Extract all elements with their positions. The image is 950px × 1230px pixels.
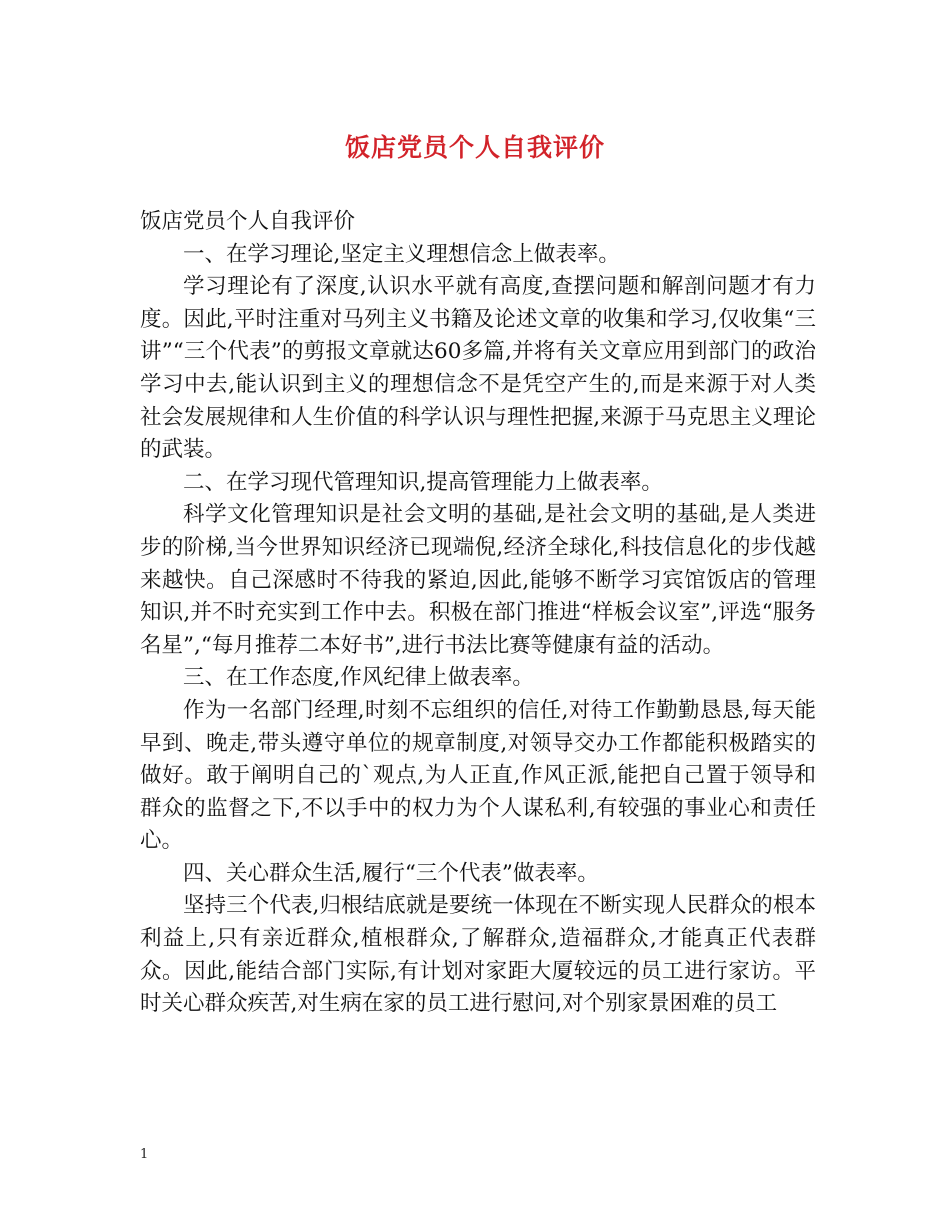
section-heading-1: 一、在学习理论,坚定主义理想信念上做表率。: [183, 241, 620, 267]
section-paragraph-3: 作为一名部门经理,时刻不忘组织的信任,对待工作勤勤恳恳,每天能早到、晚走,带头遵守单位的规章制度,对领导交办工作都能积极踏实的做好。敢于阐明自己的`观点,为人正直,作风正派,能把自己置于领导和群众的监督之下,不以手中的权力为个人谋私利,有较强的事业心和责任心。: [140, 697, 816, 854]
section-paragraph-4: 坚持三个代表,归根结底就是要统一体现在不断实现人民群众的根本利益上,只有亲近群众,植根群众,了解群众,造福群众,才能真正代表群众。因此,能结合部门实际,有计划对家距大厦较远的员工进行家访。平时关心群众疾苦,对生病在家的员工进行慰问,对个别家景困难的员工: [140, 893, 816, 1017]
page-number: 1: [140, 1147, 149, 1162]
section-heading-4: 四、关心群众生活,履行“三个代表”做表率。: [183, 860, 599, 886]
section-heading-2: 二、在学习现代管理知识,提高管理能力上做表率。: [183, 469, 663, 495]
section-paragraph-2: 科学文化管理知识是社会文明的基础,是社会文明的基础,是人类进步的阶梯,当今世界知识经济已现端倪,经济全球化,科技信息化的步伐越来越快。自己深感时不待我的紧迫,因此,能够不断学习宾馆饭店的管理知识,并不时充实到工作中去。积极在部门推进“样板会议室”,评选“服务名星”,“每月推荐二本好书”,进行书法比赛等健康有益的活动。: [140, 502, 816, 658]
document-title: 饭店党员个人自我评价: [344, 133, 605, 162]
body-heading: 饭店党员个人自我评价: [140, 209, 356, 234]
section-paragraph-1: 学习理论有了深度,认识水平就有高度,查摆问题和解剖问题才有力度。因此,平时注重对马列主义书籍及论述文章的收集和学习,仅收集“三讲”“三个代表”的剪报文章就达60多篇,并将有关文章应用到部门的政治学习中去,能认识到主义的理想信念不是凭空产生的,而是来源于对人类社会发展规律和人生价值的科学认识与理性把握,来源于马克思主义理论的武装。: [140, 274, 816, 463]
section-heading-3: 三、在工作态度,作风纪律上做表率。: [183, 665, 534, 691]
document-body: [140, 206, 816, 1021]
